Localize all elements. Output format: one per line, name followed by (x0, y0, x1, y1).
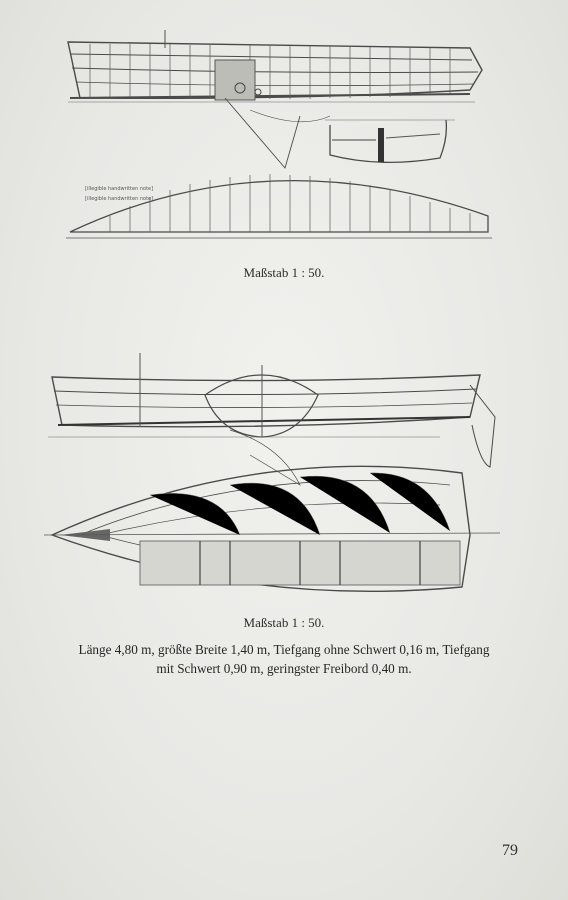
annotation-line: [illegible handwritten note] (85, 186, 154, 192)
profile-view (68, 30, 482, 168)
top-hull-drawing (0, 20, 568, 260)
annotation-line: [illegible handwritten note] (85, 196, 154, 202)
section-view (325, 120, 455, 162)
dinghy-profile-view (48, 353, 495, 485)
specifications-line: Länge 4,80 m, größte Breite 1,40 m, Tiefgang ohne Schwert 0,16 m, Tiefgang (78, 642, 490, 657)
dinghy-plan-view (44, 466, 500, 591)
bottom-hull-drawing (0, 345, 568, 605)
specifications-line: mit Schwert 0,90 m, geringster Freibord 0,40 m. (156, 661, 412, 676)
top-figure-caption: Maßstab 1 : 50. (243, 265, 325, 280)
bottom-figure-caption: Maßstab 1 : 50. (243, 615, 325, 630)
half-breadth-view (66, 174, 492, 238)
boat-specifications (40, 640, 528, 678)
page-number: 79 (502, 842, 518, 859)
